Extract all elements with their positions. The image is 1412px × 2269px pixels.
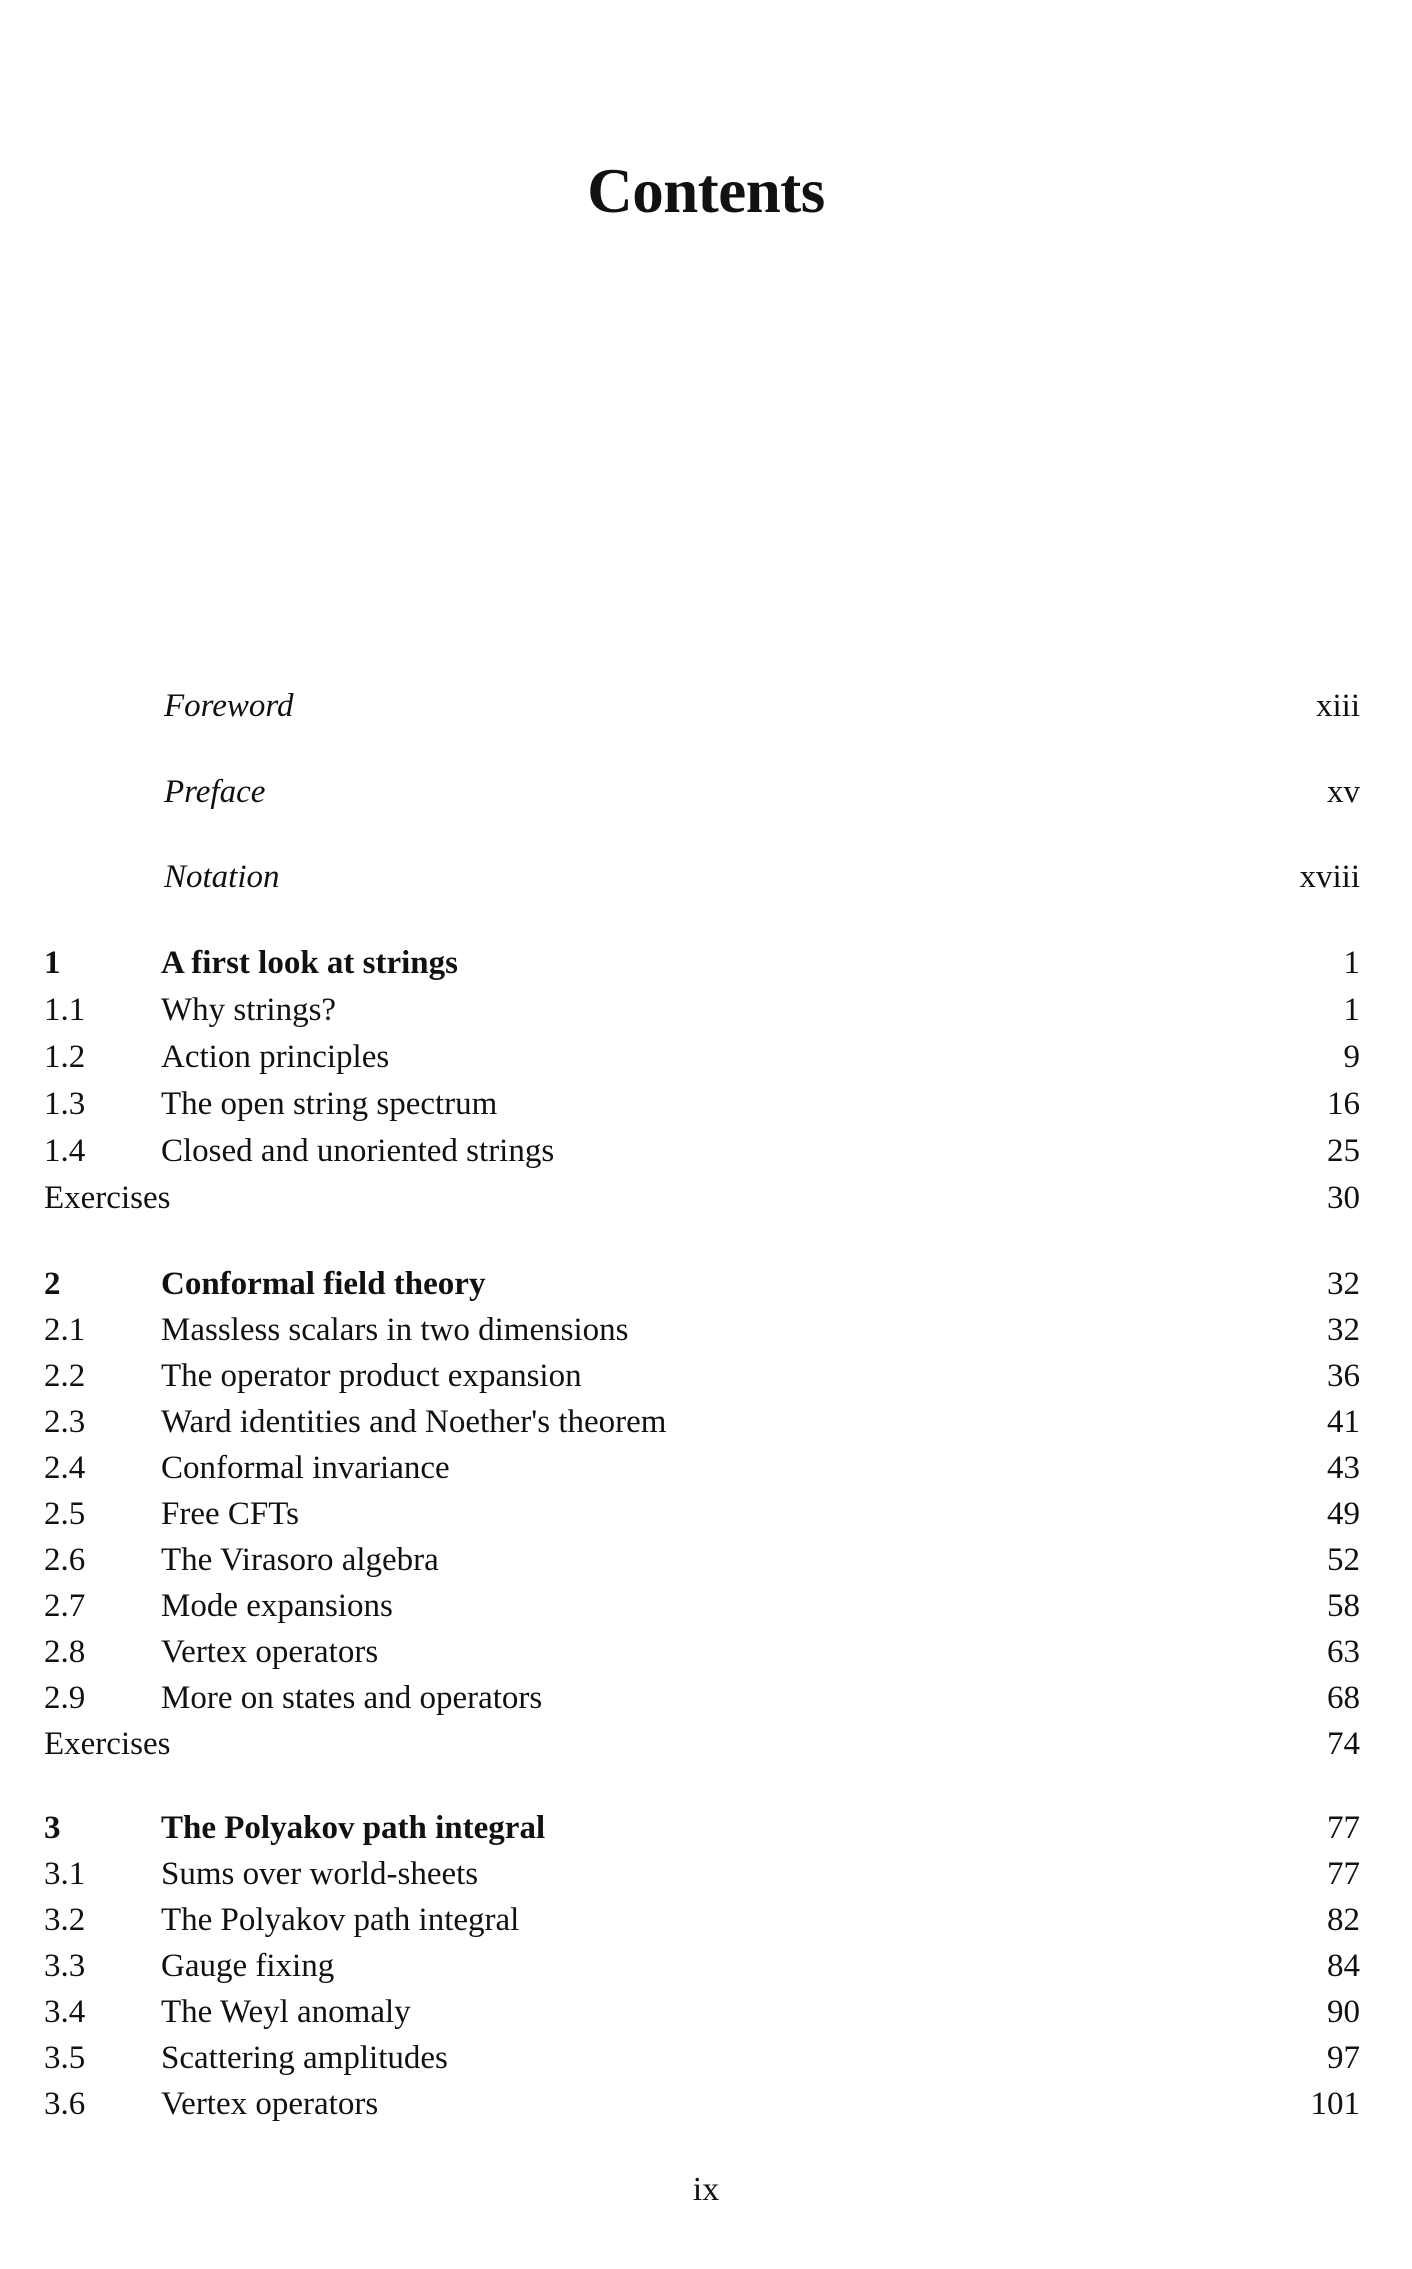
section-number: 3.3: [44, 1948, 86, 1984]
section-number: 3.5: [44, 2040, 86, 2076]
chapter-number: 2: [44, 1266, 61, 1302]
toc-entry-title: Notation: [164, 859, 280, 895]
section-page: 63: [1327, 1634, 1360, 1670]
section-title: Mode expansions: [161, 1588, 393, 1624]
toc-section-3-4[interactable]: [44, 1990, 1360, 2034]
section-number: 2.7: [44, 1588, 86, 1624]
section-title: Why strings?: [161, 992, 337, 1028]
toc-section-1-2[interactable]: [44, 1035, 1360, 1079]
chapter-number: 3: [44, 1810, 61, 1846]
toc-entry-title: Preface: [164, 774, 266, 810]
section-page: 82: [1327, 1902, 1360, 1938]
section-page: 58: [1327, 1588, 1360, 1624]
toc-chapter-2[interactable]: [44, 1262, 1360, 1306]
chapter-number: 1: [44, 945, 61, 981]
section-number: 3.4: [44, 1994, 86, 2030]
toc-section-1-3[interactable]: [44, 1082, 1360, 1126]
section-title: Ward identities and Noether's theorem: [161, 1404, 667, 1440]
section-title: The operator product expansion: [161, 1358, 582, 1394]
toc-section-2-5[interactable]: [44, 1492, 1360, 1536]
toc-entry-page: xv: [1327, 774, 1360, 810]
toc-section-2-2[interactable]: [44, 1354, 1360, 1398]
section-number: 1.4: [44, 1133, 86, 1169]
section-title: More on states and operators: [161, 1680, 543, 1716]
section-number: 2.8: [44, 1634, 86, 1670]
exercises-label: Exercises: [44, 1726, 171, 1762]
section-page: 84: [1327, 1948, 1360, 1984]
exercises-label: Exercises: [44, 1180, 171, 1216]
section-number: 2.2: [44, 1358, 86, 1394]
toc-section-2-3[interactable]: [44, 1400, 1360, 1444]
section-page: 49: [1327, 1496, 1360, 1532]
toc-entry-preface[interactable]: [44, 770, 1360, 814]
section-title: The Polyakov path integral: [161, 1902, 520, 1938]
section-number: 3.6: [44, 2086, 86, 2122]
toc-section-3-2[interactable]: [44, 1898, 1360, 1942]
chapter-title: Conformal field theory: [161, 1266, 486, 1302]
section-title: Vertex operators: [161, 1634, 379, 1670]
section-page: 52: [1327, 1542, 1360, 1578]
section-title: Free CFTs: [161, 1496, 299, 1532]
section-number: 2.9: [44, 1680, 86, 1716]
section-number: 2.6: [44, 1542, 86, 1578]
section-page: 77: [1327, 1856, 1360, 1892]
toc-entry-page: xiii: [1315, 688, 1360, 724]
section-number: 2.5: [44, 1496, 86, 1532]
toc-section-2-4[interactable]: [44, 1446, 1360, 1490]
section-page: 1: [1343, 992, 1360, 1028]
toc-section-2-1[interactable]: [44, 1308, 1360, 1352]
section-number: 2.4: [44, 1450, 86, 1486]
section-page: 90: [1327, 1994, 1360, 2030]
page-title: Contents: [587, 156, 825, 226]
section-page: 32: [1327, 1312, 1360, 1348]
toc-section-1-1[interactable]: [44, 988, 1360, 1032]
toc-exercises-1[interactable]: [44, 1176, 1360, 1220]
chapter-page: 32: [1327, 1266, 1360, 1302]
page-number: ix: [692, 2171, 720, 2208]
section-number: 3.2: [44, 1902, 86, 1938]
chapter-page: 77: [1327, 1810, 1360, 1846]
section-page: 25: [1327, 1133, 1360, 1169]
exercises-page: 74: [1327, 1726, 1360, 1762]
toc-entry-title: Foreword: [164, 688, 294, 724]
toc-section-3-1[interactable]: [44, 1852, 1360, 1896]
section-title: Vertex operators: [161, 2086, 379, 2122]
section-page: 9: [1343, 1039, 1360, 1075]
toc-exercises-2[interactable]: [44, 1722, 1360, 1766]
toc-section-2-8[interactable]: [44, 1630, 1360, 1674]
section-title: Closed and unoriented strings: [161, 1133, 555, 1169]
section-page: 41: [1327, 1404, 1360, 1440]
section-page: 43: [1327, 1450, 1360, 1486]
section-title: Sums over world-sheets: [161, 1856, 479, 1892]
toc-section-2-9[interactable]: [44, 1676, 1360, 1720]
section-page: 68: [1327, 1680, 1360, 1716]
toc-entry-page: xviii: [1299, 859, 1360, 895]
section-number: 2.3: [44, 1404, 86, 1440]
section-number: 1.3: [44, 1086, 86, 1122]
toc-section-2-6[interactable]: [44, 1538, 1360, 1582]
section-title: The Virasoro algebra: [161, 1542, 439, 1578]
section-page: 101: [1310, 2086, 1360, 2122]
section-page: 16: [1327, 1086, 1360, 1122]
section-title: Conformal invariance: [161, 1450, 450, 1486]
chapter-title: A first look at strings: [161, 945, 458, 981]
toc-section-3-3[interactable]: [44, 1944, 1360, 1988]
section-title: Gauge fixing: [161, 1948, 335, 1984]
toc-chapter-3[interactable]: [44, 1806, 1360, 1850]
toc-entry-notation[interactable]: [44, 855, 1360, 899]
toc-section-2-7[interactable]: [44, 1584, 1360, 1628]
exercises-page: 30: [1327, 1180, 1360, 1216]
section-title: Action principles: [161, 1039, 390, 1075]
toc-entry-foreword[interactable]: [44, 684, 1360, 728]
toc-section-3-5[interactable]: [44, 2036, 1360, 2080]
toc-section-3-6[interactable]: [44, 2082, 1360, 2126]
toc-section-1-4[interactable]: [44, 1129, 1360, 1173]
section-number: 2.1: [44, 1312, 86, 1348]
section-title: Scattering amplitudes: [161, 2040, 448, 2076]
toc-chapter-1[interactable]: [44, 941, 1360, 985]
section-page: 36: [1327, 1358, 1360, 1394]
section-number: 1.1: [44, 992, 86, 1028]
section-number: 3.1: [44, 1856, 86, 1892]
chapter-title: The Polyakov path integral: [161, 1810, 546, 1846]
section-page: 97: [1327, 2040, 1360, 2076]
section-title: The open string spectrum: [161, 1086, 498, 1122]
section-title: The Weyl anomaly: [161, 1994, 411, 2030]
chapter-page: 1: [1343, 945, 1360, 981]
section-number: 1.2: [44, 1039, 86, 1075]
section-title: Massless scalars in two dimensions: [161, 1312, 629, 1348]
